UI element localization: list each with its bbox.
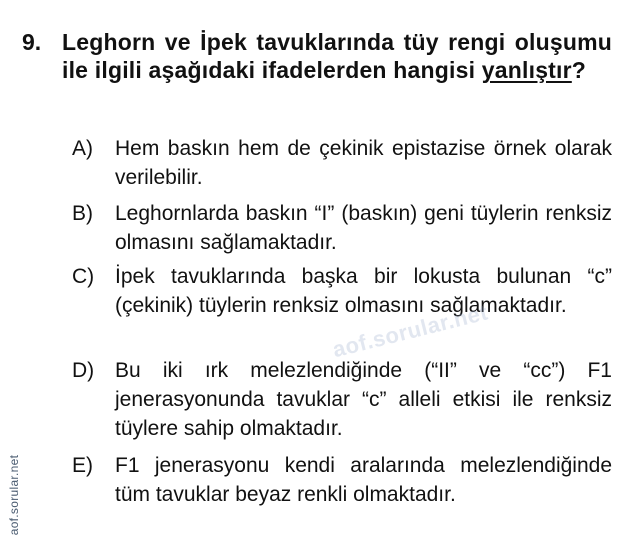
question-stem: [62, 28, 612, 84]
option-text: Hem baskın hem de çekinik epistazise örnek olarak verilebilir.: [115, 137, 612, 189]
option-letter: B): [72, 202, 93, 225]
option-letter: E): [72, 454, 93, 477]
option-text: Leghornlarda baskın “I” (baskın) geni tüylerin renksiz olmasını sağlamaktadır.: [115, 202, 612, 254]
option-text: F1 jenerasyonu kendi aralarında melezlendiğinde tüm tavuklar beyaz renkli olmaktadır.: [115, 454, 612, 506]
option-text: İpek tavuklarında başka bir lokusta bulunan “c” (çekinik) tüylerin renksiz olmasını sağlamaktadır.: [115, 265, 612, 317]
question-stem-emphasis: yanlıştır: [481, 57, 572, 83]
option-letter: D): [72, 359, 95, 382]
question-number: 9.: [22, 29, 42, 55]
question-stem-text: Leghorn ve İpek tavuklarında tüy rengi oluşumu ile ilgili aşağıdaki ifadelerden hangisi: [62, 29, 612, 83]
watermark-center: aof.sorular.net: [330, 299, 491, 363]
watermark-side: aof.sorular.net: [7, 454, 21, 536]
option-text: Bu iki ırk melezlendiğinde (“II” ve “cc”) F1 jenerasyonunda tavuklar “c” alleli etkisi ile renksiz tüylere sahip olmaktadır.: [115, 359, 612, 440]
question-stem-end: ?: [571, 57, 587, 83]
option-letter: A): [72, 137, 93, 160]
option-letter: C): [72, 265, 95, 288]
